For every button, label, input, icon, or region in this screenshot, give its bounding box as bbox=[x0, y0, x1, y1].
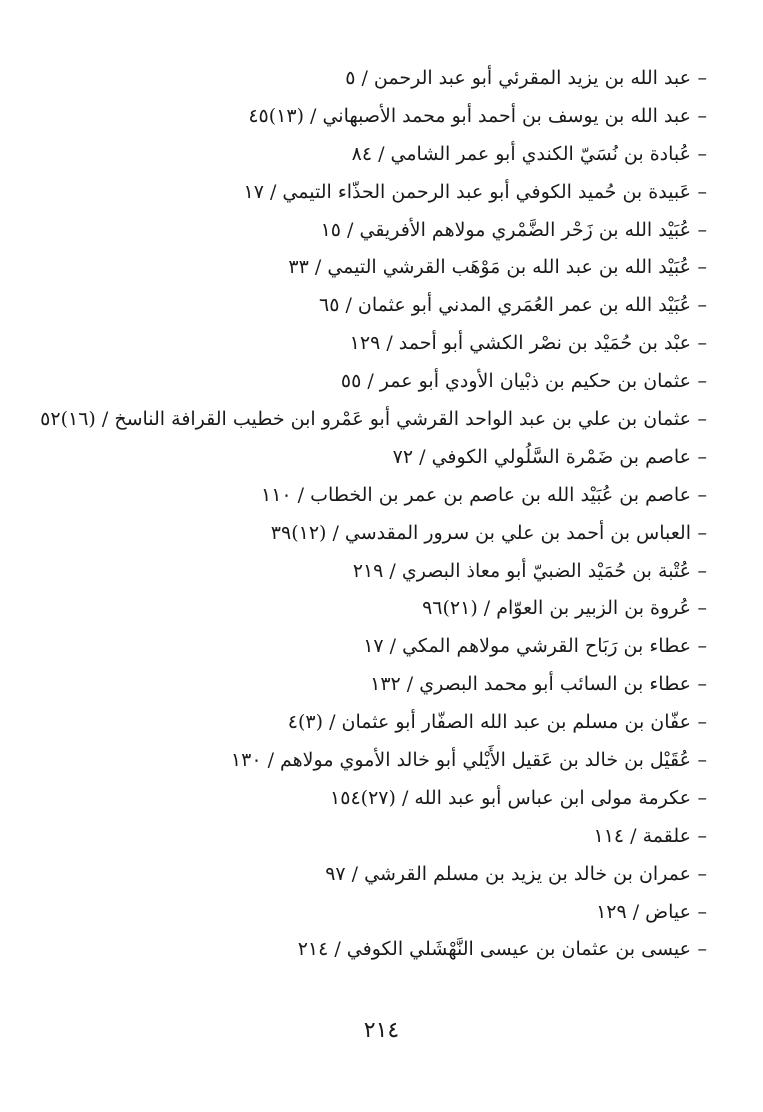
index-entry bbox=[67, 590, 707, 628]
entry-text: عيسى بن عثمان بن عيسى النَّهْشَلي الكوفي / ٢١٤ bbox=[297, 938, 691, 961]
index-entry bbox=[67, 780, 707, 818]
index-entry bbox=[67, 212, 707, 250]
entry-dash: – bbox=[697, 408, 707, 431]
entry-text: عُبَيْد الله بن عبد الله بن مَوْهَب القرشي التيمي / ٣٣ bbox=[288, 256, 691, 279]
entry-text: عياض / ١٢٩ bbox=[596, 900, 691, 923]
entry-text: عُبَيْد الله بن زَحْر الضَّمْري مولاهم الأفريقي / ١٥ bbox=[320, 218, 691, 241]
index-entry bbox=[67, 136, 707, 174]
index-entry bbox=[67, 325, 707, 363]
entry-dash: – bbox=[697, 900, 707, 923]
entry-text: عُروة بن الزبير بن العوّام / (٢١)٩٦ bbox=[422, 597, 691, 620]
entry-dash: – bbox=[697, 673, 707, 696]
entry-dash: – bbox=[697, 711, 707, 734]
entry-dash: – bbox=[697, 180, 707, 203]
entry-text: عَبيدة بن حُميد الكوفي أبو عبد الرحمن الحذّاء التيمي / ١٧ bbox=[243, 180, 691, 203]
entry-dash: – bbox=[697, 749, 707, 772]
index-entry bbox=[67, 818, 707, 856]
entry-dash: – bbox=[697, 370, 707, 393]
entry-dash: – bbox=[697, 862, 707, 885]
index-entry bbox=[67, 174, 707, 212]
index-entry bbox=[40, 401, 707, 439]
entry-dash: – bbox=[697, 218, 707, 241]
index-entry bbox=[67, 249, 707, 287]
entry-text: عبد الله بن يزيد المقرئي أبو عبد الرحمن / ٥ bbox=[345, 67, 691, 89]
index-entry bbox=[67, 439, 707, 477]
entry-dash: – bbox=[697, 445, 707, 468]
entry-text: عكرمة مولى ابن عباس أبو عبد الله / (٢٧)١٥٤ bbox=[330, 786, 691, 809]
entry-dash: – bbox=[697, 294, 707, 317]
entry-dash: – bbox=[697, 597, 707, 620]
entry-dash: – bbox=[697, 256, 707, 279]
entry-dash: – bbox=[697, 824, 707, 847]
entry-text: عثمان بن علي بن عبد الواحد القرشي أبو عَمْرو ابن خطيب القرافة الناسخ / (١٦)٥٢ bbox=[40, 408, 691, 431]
entry-dash: – bbox=[697, 635, 707, 658]
entry-text: علقمة / ١١٤ bbox=[593, 824, 691, 847]
entry-dash: – bbox=[697, 332, 707, 355]
page-number: ٢١٤ bbox=[363, 1018, 400, 1043]
entry-text: عاصم بن ضَمْرة السَّلُولي الكوفي / ٧٢ bbox=[392, 445, 691, 468]
entry-text: عبْد بن حُمَيْد بن نصْر الكشي أبو أحمد / ١٢٩ bbox=[349, 332, 691, 355]
index-entry bbox=[67, 628, 707, 666]
entry-text: عطاء بن السائب أبو محمد البصري / ١٣٢ bbox=[370, 673, 691, 696]
entry-dash: – bbox=[697, 67, 707, 89]
index-entry bbox=[67, 553, 707, 591]
entry-text: عطاء بن رَبَاح القرشي مولاهم المكي / ١٧ bbox=[363, 635, 691, 658]
index-entry-list bbox=[40, 60, 707, 969]
entry-dash: – bbox=[697, 938, 707, 961]
index-entry bbox=[67, 704, 707, 742]
index-entry bbox=[67, 515, 707, 553]
index-entry bbox=[67, 287, 707, 325]
entry-text: عُقَيْل بن خالد بن عَقيل الأَيْلي أبو خالد الأموي مولاهم / ١٣٠ bbox=[230, 749, 691, 772]
entry-dash: – bbox=[697, 483, 707, 506]
index-entry bbox=[67, 477, 707, 515]
entry-text: عبد الله بن يوسف بن أحمد أبو محمد الأصبهاني / (١٣)٤٥ bbox=[248, 104, 691, 127]
index-entry bbox=[67, 894, 707, 932]
index-entry bbox=[67, 98, 707, 136]
entry-dash: – bbox=[697, 559, 707, 582]
index-entry bbox=[67, 363, 707, 401]
entry-text: العباس بن أحمد بن علي بن سرور المقدسي / (١٢)٣٩ bbox=[270, 521, 691, 544]
entry-text: عاصم بن عُبَيْد الله بن عاصم بن عمر بن الخطاب / ١١٠ bbox=[261, 483, 691, 506]
entry-dash: – bbox=[697, 104, 707, 127]
entry-text: عفّان بن مسلم بن عبد الله الصفّار أبو عثمان / (٣)٤ bbox=[287, 711, 691, 734]
index-entry bbox=[67, 931, 707, 969]
entry-text: عُتْبة بن حُمَيْد الضبيّ أبو معاذ البصري / ٢١٩ bbox=[352, 559, 691, 582]
entry-dash: – bbox=[697, 142, 707, 165]
entry-dash: – bbox=[697, 786, 707, 809]
index-entry bbox=[67, 856, 707, 894]
entry-text: عثمان بن حكيم بن ذبْيان الأودي أبو عمر / ٥٥ bbox=[340, 370, 691, 393]
entry-dash: – bbox=[697, 521, 707, 544]
entry-text: عُبَيْد الله بن عمر العُمَري المدني أبو عثمان / ٦٥ bbox=[319, 294, 691, 317]
entry-text: عمران بن خالد بن يزيد بن مسلم القرشي / ٩٧ bbox=[325, 862, 691, 885]
entry-text: عُبادة بن نُسَيّ الكندي أبو عمر الشامي / ٨٤ bbox=[351, 142, 691, 165]
index-entry bbox=[67, 60, 707, 98]
index-entry bbox=[67, 666, 707, 704]
index-entry bbox=[67, 742, 707, 780]
